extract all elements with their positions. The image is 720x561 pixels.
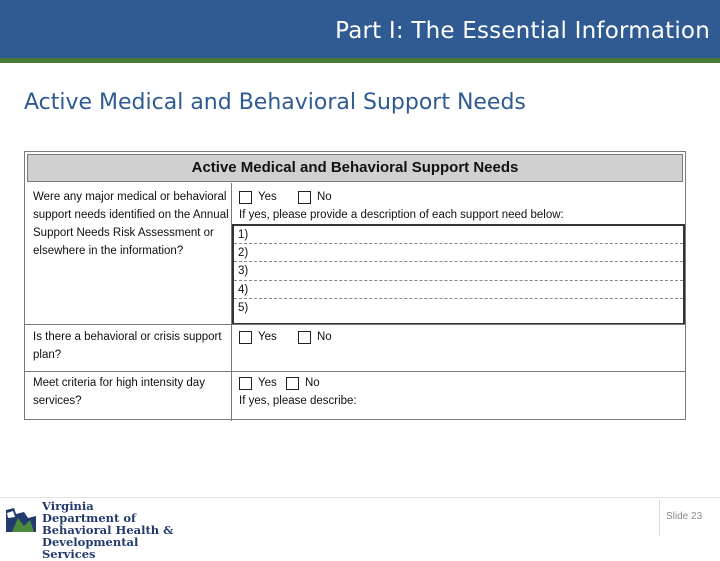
logo-line: Virginia Department of (42, 499, 136, 525)
slide-number: Slide 23 (666, 511, 703, 522)
banner-accent-stripe (0, 58, 720, 63)
title-banner (0, 0, 720, 58)
q2-yes-label: Yes (258, 331, 277, 343)
dbhds-logo (4, 499, 174, 561)
question-crisis-plan: Is there a behavioral or crisis support plan? (33, 331, 222, 361)
list-item[interactable]: 1) (234, 226, 683, 244)
row-divider (25, 324, 685, 325)
q2-yes-option[interactable] (239, 328, 277, 346)
row-divider (25, 371, 685, 372)
support-needs-form (24, 151, 686, 420)
q3-yes-option[interactable] (239, 374, 277, 392)
q3-instruction: If yes, please describe: (239, 395, 357, 407)
q3-no-option[interactable] (286, 374, 320, 392)
q1-instruction: If yes, please provide a description of each support need below: (239, 209, 564, 221)
q3-no-checkbox[interactable] (286, 377, 299, 390)
q3-yes-checkbox[interactable] (239, 377, 252, 390)
q2-yes-checkbox[interactable] (239, 331, 252, 344)
list-item[interactable]: 4) (234, 281, 683, 299)
q2-no-label: No (316, 331, 332, 343)
question-high-intensity: Meet criteria for high intensity day services? (33, 377, 205, 407)
support-needs-list (232, 224, 685, 325)
slide-title: Part I: The Essential Information (335, 18, 710, 44)
footer-vertical-divider (659, 500, 660, 536)
section-heading: Active Medical and Behavioral Support Needs (24, 90, 526, 115)
q2-no-option[interactable] (298, 328, 332, 346)
q1-yes-checkbox[interactable] (239, 191, 252, 204)
logo-line: Behavioral Health & (42, 523, 174, 537)
q3-no-label: No (304, 377, 320, 389)
q1-no-option[interactable] (298, 188, 332, 206)
q2-options (239, 328, 350, 350)
q3-yes-label: Yes (258, 377, 277, 389)
question-major-needs: Were any major medical or behavioral support needs identified on the Annual Support Needs Risk Assessment or elsewhere in the information? (33, 191, 229, 257)
q2-no-checkbox[interactable] (298, 331, 311, 344)
logo-wordmark (42, 500, 174, 560)
list-item[interactable]: 3) (234, 262, 683, 280)
q1-no-label: No (316, 191, 332, 203)
q1-no-checkbox[interactable] (298, 191, 311, 204)
form-header: Active Medical and Behavioral Support Needs (27, 154, 683, 182)
q1-yes-label: Yes (258, 191, 277, 203)
footer-divider-line (0, 497, 720, 498)
list-item[interactable]: 5) (238, 301, 249, 314)
list-item[interactable]: 2) (234, 244, 683, 262)
logo-line: Developmental Services (42, 535, 139, 561)
virginia-state-icon (4, 502, 38, 536)
q1-yes-option[interactable] (239, 188, 277, 206)
